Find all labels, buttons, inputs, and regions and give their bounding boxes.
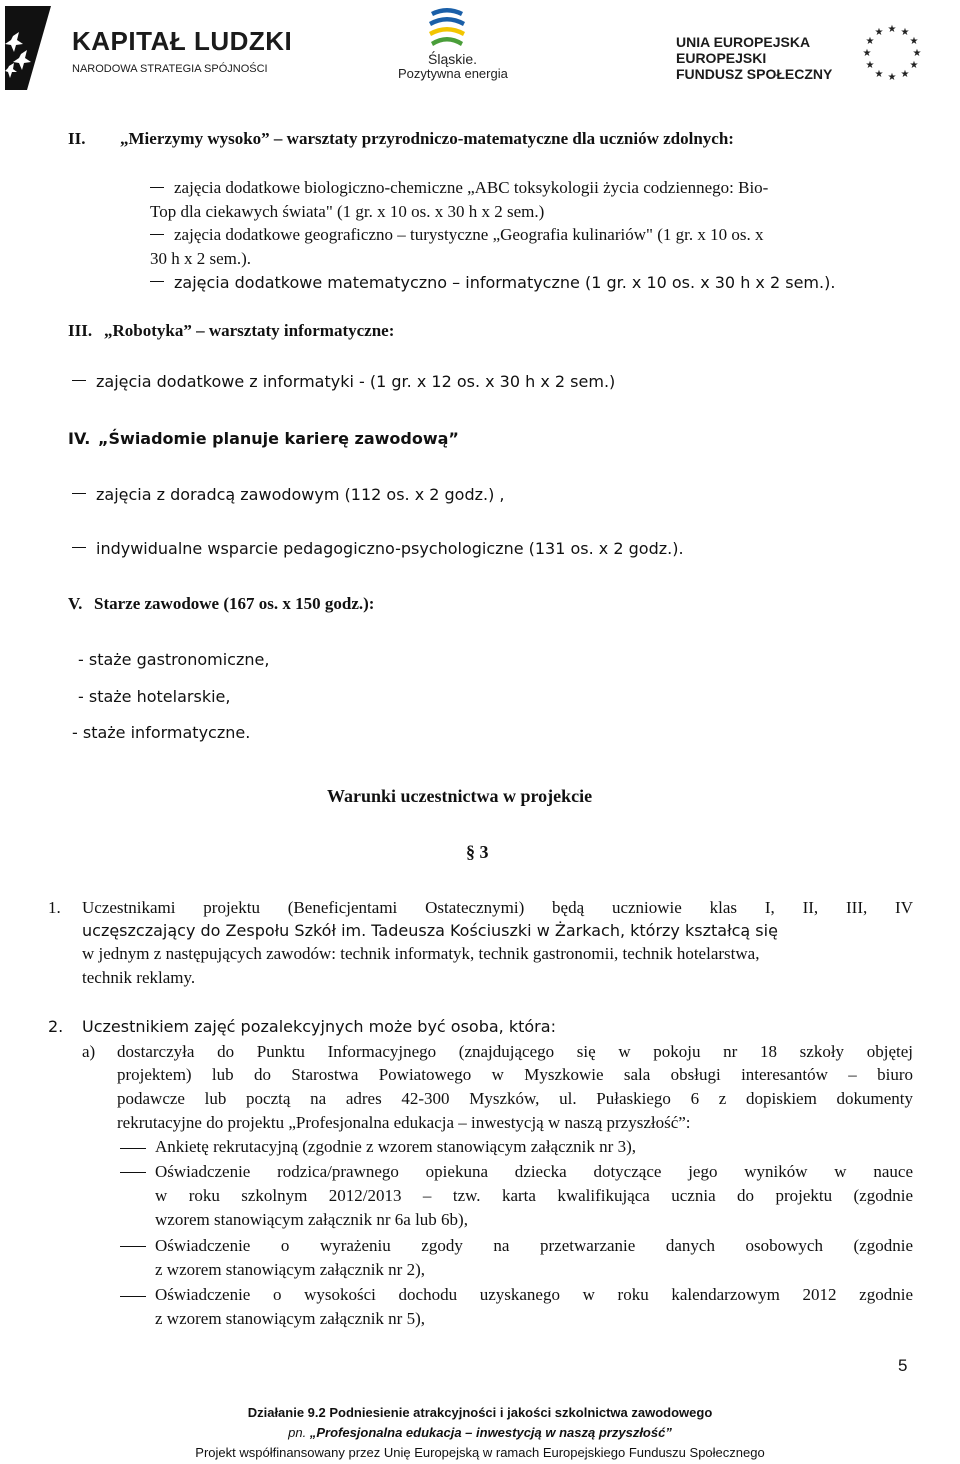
section-3-number: III.: [68, 321, 93, 340]
point-a-line-1: dostarczyła do Punktu Informacyjnego (znajdującego się w pokoju nr 18 szkoły objętej: [117, 1042, 913, 1061]
doc-2-bullet: [120, 1172, 146, 1173]
point-a-line-4: rekrutacyjne do projektu „Profesjonalna edukacja – inwestycją w naszą przyszłość”:: [117, 1113, 691, 1132]
item-text: zajęcia dodatkowe matematyczno – informatyczne (1 gr. x 10 os. x 30 h x 2 sem.).: [174, 273, 836, 292]
slaskie-name: Śląskie.: [428, 51, 478, 67]
point-1-line-2: uczęszczający do Zespołu Szkół im. Tadeusza Kościuszki w Żarkach, którzy kształcą się: [82, 921, 778, 940]
svg-text:★: ★: [912, 48, 922, 59]
doc-4-bullet: [120, 1296, 146, 1297]
dash-icon: [150, 187, 164, 188]
ue-name-line3: FUNDUSZ SPOŁECZNY: [676, 66, 833, 82]
svg-text:★: ★: [887, 24, 897, 35]
ue-name-line1: UNIA EUROPEJSKA: [676, 34, 811, 50]
dash-icon: [72, 380, 86, 381]
section-3-item-1: [72, 371, 615, 393]
item-text: zajęcia dodatkowe geograficzno – turystyczne „Geografia kulinariów" (1 gr. x 10 os. x: [174, 225, 764, 244]
point-a-line-2: projektem) lub do Starostwa Powiatowego w Myszkowie sala obsługi interesantów – biuro: [117, 1065, 913, 1084]
footer-line-3: Projekt współfinansowany przez Unię Europejską w ramach Europejskiego Funduszu Społecznego: [195, 1445, 765, 1460]
point-1-line-1: Uczestnikami projektu (Beneficjentami Ostatecznymi) będą uczniowie klas I, II, III, IV: [82, 898, 913, 917]
svg-text:★: ★: [887, 72, 897, 83]
doc-3-line-2: z wzorem stanowiącym załącznik nr 2),: [155, 1260, 425, 1279]
section-4-title: „Świadomie planuje karierę zawodową”: [98, 429, 459, 448]
eu-flag: [844, 20, 940, 84]
point-1-number: 1.: [48, 898, 61, 917]
doc-2-line-1: Oświadczenie rodzica/prawnego opiekuna dziecka dotyczące jego wyników w nauce: [155, 1162, 913, 1181]
section-5-item-2: - staże hotelarskie,: [78, 687, 231, 706]
doc-1-text: Ankietę rekrutacyjną (zgodnie z wzorem stanowiącym załącznik nr 3),: [155, 1137, 636, 1156]
doc-1-bullet: [120, 1148, 146, 1149]
svg-text:★: ★: [862, 48, 872, 59]
point-2-number: 2.: [48, 1017, 64, 1036]
item-text: zajęcia z doradcą zawodowym (112 os. x 2 godz.) ,: [96, 485, 505, 504]
doc-2-line-2: w roku szkolnym 2012/2013 – tzw. karta kwalifikująca ucznia do projektu (zgodnie: [155, 1186, 913, 1205]
point-a-line-3: podawcze lub pocztą na adres 42-300 Myszków, ul. Pułaskiego 6 z dopiskiem dokumenty: [117, 1089, 913, 1108]
page-number: 5: [898, 1356, 908, 1375]
doc-4-line-1: Oświadczenie o wysokości dochodu uzyskanego w roku kalendarzowym 2012 zgodnie: [155, 1285, 913, 1304]
section-5-number: V.: [68, 594, 83, 613]
kapital-ludzki-subtitle: NARODOWA STRATEGIA SPÓJNOŚCI: [72, 63, 268, 75]
footer-line-2: [0, 1425, 960, 1441]
footer-project-name: „Profesjonalna edukacja – inwestycją w naszą przyszłość”: [309, 1425, 672, 1440]
footer-pn: pn.: [288, 1425, 310, 1440]
item-text: zajęcia dodatkowe z informatyki - (1 gr. x 12 os. x 30 h x 2 sem.): [96, 372, 616, 391]
dash-icon: [72, 493, 86, 494]
svg-text:★: ★: [874, 69, 884, 80]
section-5-title: Starze zawodowe (167 os. x 150 godz.):: [94, 594, 375, 613]
section-2-number: II.: [68, 129, 86, 148]
section-2-item-3: [150, 272, 835, 294]
warunki-title: Warunki uczestnictwa w projekcie: [327, 786, 593, 806]
section-2-title: „Mierzymy wysoko” – warsztaty przyrodniczo-matematyczne dla uczniów zdolnych:: [120, 129, 734, 148]
footer-line-1: Działanie 9.2 Podniesienie atrakcyjności i jakości szkolnictwa zawodowego: [247, 1405, 713, 1420]
ue-name-line2: EUROPEJSKI: [676, 50, 767, 66]
section-3-title: „Robotyka” – warsztaty informatyczne:: [104, 321, 395, 340]
section-2-item-2: [150, 224, 763, 246]
section-4-item-2: [72, 538, 684, 560]
dash-icon: [150, 234, 164, 235]
eu-stars-icon: [844, 20, 940, 84]
section-2-item-1-cont: Top dla ciekawych świata" (1 gr. x 10 os. x 30 h x 2 sem.): [150, 202, 545, 221]
doc-2-line-3: wzorem stanowiącym załącznik nr 6a lub 6b),: [155, 1210, 468, 1229]
kapital-ludzki-title: KAPITAŁ LUDZKI: [72, 26, 293, 56]
slaskie-slogan: Pozytywna energia: [398, 66, 508, 81]
svg-text:★: ★: [900, 27, 910, 38]
section-4-item-1: [72, 484, 505, 506]
point-a-number: a): [82, 1042, 96, 1061]
slaskie-logo: [425, 4, 469, 50]
section-5-item-1: - staże gastronomiczne,: [78, 650, 270, 669]
svg-text:★: ★: [909, 36, 919, 47]
kapital-ludzki-emblem-icon: [5, 6, 65, 90]
section-5-item-3: - staże informatyczne.: [72, 723, 251, 742]
doc-4-line-2: z wzorem stanowiącym załącznik nr 5),: [155, 1309, 425, 1328]
dash-icon: [72, 547, 86, 548]
item-text: indywidualne wsparcie pedagogiczno-psychologiczne (131 os. x 2 godz.).: [96, 539, 684, 558]
svg-text:★: ★: [865, 60, 875, 71]
section-2-item-2-cont: 30 h x 2 sem.).: [150, 249, 252, 268]
kapital-ludzki-logo: [5, 6, 65, 90]
doc-3-line-1: Oświadczenie o wyrażeniu zgody na przetwarzanie danych osobowych (zgodnie: [155, 1236, 913, 1255]
svg-text:★: ★: [865, 36, 875, 47]
svg-text:★: ★: [874, 27, 884, 38]
item-text: zajęcia dodatkowe biologiczno-chemiczne „ABC toksykologii życia codziennego: Bio-: [174, 178, 769, 197]
point-1-line-4: technik reklamy.: [82, 968, 196, 987]
dash-icon: [150, 281, 164, 282]
section-4-number: IV.: [68, 429, 91, 448]
svg-text:★: ★: [909, 60, 919, 71]
paragraph-number: § 3: [466, 842, 489, 862]
section-2-item-1: [150, 177, 768, 199]
doc-3-bullet: [120, 1246, 146, 1247]
svg-text:★: ★: [900, 69, 910, 80]
point-2-intro: Uczestnikiem zajęć pozalekcyjnych może być osoba, która:: [82, 1017, 556, 1036]
slaskie-emblem-icon: [425, 4, 469, 50]
point-1-line-3: w jednym z następujących zawodów: technik informatyk, technik gastronomii, technik hotelarstwa,: [82, 944, 760, 963]
